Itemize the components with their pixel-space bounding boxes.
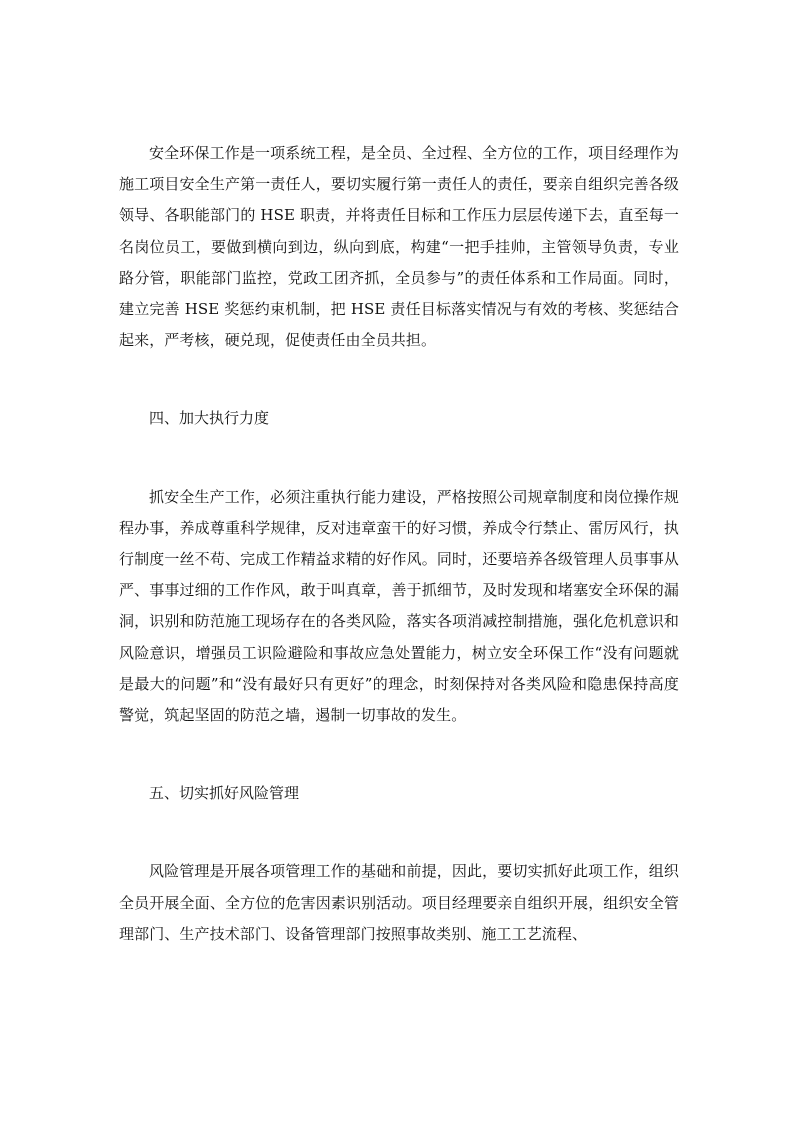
spacer xyxy=(119,356,679,403)
paragraph-execution: 抓安全生产工作，必须注重执行能力建设，严格按照公司规章制度和岗位操作规程办事，养成尊重科学规律，反对违章蛮干的好习惯，养成令行禁止、雷厉风行，执行制度一丝不苟、完成工作精益求精的好作风。同时，还要培养各级管理人员事事从严、事事过细的工作作风，敢于叫真章，善于抓细节，及时发现和堵塞安全环保的漏洞，识别和防范施工现场存在的各类风险，落实各项消减控制措施，强化危机意识和风险意识，增强员工识险避险和事故应急处置能力，树立安全环保工作“没有问题就是最大的问题”和“没有最好只有更好”的理念，时刻保持对各类风险和隐患保持高度警觉，筑起坚固的防范之墙，遏制一切事故的发生。 xyxy=(119,487,679,725)
paragraph-risk-management: 风险管理是开展各项管理工作的基础和前提，因此，要切实抓好此项工作，组织全员开展全面、全方位的危害因素识别活动。项目经理要亲自组织开展，组织安全管理部门、生产技术部门、设备管理部门按照事故类别、施工工艺流程、 xyxy=(119,862,679,943)
section-heading-5: 五、切实抓好风险管理 xyxy=(149,784,300,803)
paragraph-hse-responsibility: 安全环保工作是一项系统工程，是全员、全过程、全方位的工作，项目经理作为施工项目安全生产第一责任人，要切实履行第一责任人的责任，要亲自组织完善各级领导、各职能部门的 HSE 职责，并将责任目标和工作压力层层传递下去，直至每一名岗位员工，要做到横向到边，纵向到底，构建“一把手挂帅，主管领导负责，专业路分管，职能部门监控，党政工团齐抓，全员参与”的责任体系和工作局面。同时，建立完善 HSE 奖惩约束机制，把 HSE 责任目标落实情况与有效的考核、奖惩结合起来，严考核，硬兑现，促使责任由全员共担。 xyxy=(119,144,679,350)
spacer xyxy=(119,809,679,856)
spacer xyxy=(119,731,679,778)
spacer xyxy=(119,435,679,482)
document-body xyxy=(119,138,679,950)
section-heading-4: 四、加大执行力度 xyxy=(149,409,270,428)
